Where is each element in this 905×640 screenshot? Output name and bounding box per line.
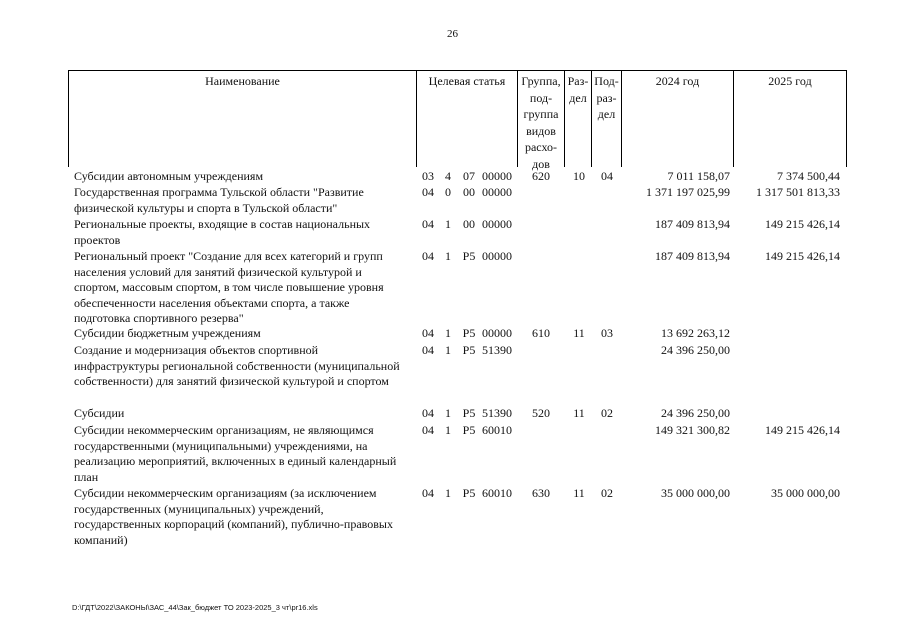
target-article-code-part: 1 [445, 423, 451, 437]
target-article-code-part: 04 [422, 185, 434, 199]
target-article-code-part: 00000 [482, 217, 512, 231]
target-article-code-part: 60010 [482, 486, 512, 500]
column-divider [846, 70, 847, 167]
row-name-line: Субсидии некоммерческим организациям (за исключением [74, 486, 377, 500]
amount-2025: 1 317 501 813,33 [756, 185, 840, 199]
target-article-code-part: 03 [422, 169, 434, 183]
header-line: группа [523, 107, 559, 121]
target-article-code-part: 1 [445, 343, 451, 357]
row-name-line: план [74, 469, 99, 484]
amount-2025: 149 215 426,14 [765, 217, 840, 231]
header-line: Раз- [567, 74, 589, 88]
target-article-code-part: 00 [463, 185, 475, 199]
row-name-line: населения условий для занятий физической культурой и [74, 264, 362, 279]
amount-2024: 187 409 813,94 [655, 249, 730, 263]
header-expense-group [518, 73, 564, 172]
row-name-line: обеспеченности населения объектами спорта, а также [74, 295, 350, 310]
row-name-line: подготовка спортивного резерва" [74, 311, 244, 325]
row-name-line: проектов [74, 232, 121, 247]
section-code: 11 [573, 326, 585, 340]
target-article-code-part: 04 [422, 486, 434, 500]
header-target-article: Целевая статья [428, 74, 506, 88]
header-line: дов [532, 156, 550, 171]
target-article-code-part: 51390 [482, 406, 512, 420]
section-code: 10 [573, 169, 585, 183]
row-name-line: Региональные проекты, входящие в состав национальных [74, 217, 371, 231]
row-name-line: государственных корпораций (компаний), публично-правовых [74, 517, 393, 531]
row-name-line: собственности) для занятий физической культурой и спортом [74, 374, 389, 388]
target-article-code-part: 04 [422, 326, 434, 340]
amount-2024: 187 409 813,94 [655, 217, 730, 231]
row-name-line: Создание и модернизация объектов спортивной [74, 343, 319, 357]
row-name [74, 343, 400, 390]
row-name-line: Субсидии некоммерческим организациям, не являющимся [74, 423, 374, 437]
header-section [565, 73, 591, 106]
header-line: дел [597, 107, 616, 121]
target-article-code-part: 1 [445, 406, 451, 420]
target-article-code-part: 60010 [482, 423, 512, 437]
target-article-code-part: P5 [462, 249, 476, 263]
row-name [74, 249, 384, 327]
amount-2025: 7 374 500,44 [777, 169, 840, 183]
target-article-code-part: 51390 [482, 343, 512, 357]
amount-2025: 35 000 000,00 [771, 486, 840, 500]
header-line: раз- [596, 90, 617, 105]
row-name [74, 486, 393, 548]
header-name: Наименование [205, 74, 280, 88]
target-article-code-part: 00000 [482, 249, 512, 263]
header-line: дел [569, 90, 587, 105]
header-subsection [592, 73, 621, 123]
target-article-code-part: 1 [445, 249, 451, 263]
target-article-code-part: 4 [445, 169, 451, 183]
amount-2024: 35 000 000,00 [661, 486, 730, 500]
row-name-line: Субсидии автономным учреждениям [74, 169, 264, 183]
amount-2024: 24 396 250,00 [661, 406, 730, 420]
target-article-code-part: 1 [445, 217, 451, 231]
header-year-2025: 2025 год [768, 74, 812, 88]
target-article-code-part: 1 [445, 486, 451, 500]
target-article-code-part: 00 [463, 217, 475, 231]
target-article-code-part: 04 [422, 217, 434, 231]
row-name-line: Субсидии [74, 406, 125, 420]
target-article-code-part: 00000 [482, 169, 512, 183]
row-name-line: Региональный проект "Создание для всех категорий и групп [74, 249, 383, 263]
amount-2024: 149 321 300,82 [655, 423, 730, 437]
amount-2024: 7 011 158,07 [667, 169, 730, 183]
row-name-line: инфраструктуры региональной собственности (муниципальной [74, 358, 400, 373]
target-article-code-part: 00000 [482, 185, 512, 199]
expense-group-code: 630 [532, 486, 550, 500]
row-name-line: государственных (муниципальных) учреждений, [74, 501, 324, 516]
page-number: 26 [447, 28, 458, 40]
target-article-code-part: 04 [422, 249, 434, 263]
row-name [74, 423, 396, 485]
subsection-code: 04 [601, 169, 613, 183]
row-name-line: спортом, массовым спортом, в том числе повышение уровня [74, 280, 384, 294]
target-article-code-part: 07 [463, 169, 475, 183]
row-name-line: Государственная программа Тульской области "Развитие [74, 185, 364, 199]
header-line: расхо- [524, 140, 558, 154]
amount-2024: 24 396 250,00 [661, 343, 730, 357]
row-name-line: реализацию мероприятий, включенных в единый календарный [74, 454, 397, 468]
target-article-code-part: P5 [462, 486, 476, 500]
subsection-code: 03 [601, 326, 613, 340]
target-article-code-part: 1 [445, 326, 451, 340]
target-article-code-part: P5 [462, 406, 476, 420]
header-line: под- [529, 90, 553, 105]
row-name [74, 169, 263, 185]
target-article-code-part: P5 [462, 423, 476, 437]
target-article-code-part: P5 [462, 326, 476, 340]
expense-group-code: 620 [532, 169, 550, 183]
target-article-code-part: P5 [462, 343, 476, 357]
section-code: 11 [573, 406, 585, 420]
file-path-footer: D:\ГДТ\2022\ЗАКОНЫ\ЗАС_44\Зак_бюджет ТО 2023-2025_3 чт\pr16.xls [72, 603, 318, 612]
header-year-2024: 2024 год [655, 74, 700, 88]
row-name [74, 326, 261, 342]
row-name-line: компаний) [74, 532, 128, 547]
header-line: Группа, [521, 74, 561, 88]
row-name-line: Субсидии бюджетным учреждениям [74, 326, 261, 340]
target-article-code-part: 04 [422, 406, 434, 420]
target-article-code-part: 0 [445, 185, 451, 199]
amount-2024: 1 371 197 025,99 [646, 185, 730, 199]
row-name [74, 217, 370, 248]
table-top-border [68, 70, 847, 71]
row-name-line: государственными (муниципальными) учреждениями, на [74, 438, 368, 453]
subsection-code: 02 [601, 486, 613, 500]
target-article-code-part: 04 [422, 343, 434, 357]
header-line: видов [526, 123, 556, 138]
section-code: 11 [573, 486, 585, 500]
target-article-code-part: 04 [422, 423, 434, 437]
target-article-code-part: 00000 [482, 326, 512, 340]
amount-2025: 149 215 426,14 [765, 249, 840, 263]
row-name-line: физической культуры и спорта в Тульской области" [74, 200, 338, 215]
row-name [74, 406, 124, 422]
amount-2024: 13 692 263,12 [661, 326, 730, 340]
amount-2025: 149 215 426,14 [765, 423, 840, 437]
expense-group-code: 520 [532, 406, 550, 420]
expense-group-code: 610 [532, 326, 550, 340]
header-line: Под- [594, 74, 619, 88]
row-name [74, 185, 364, 216]
subsection-code: 02 [601, 406, 613, 420]
